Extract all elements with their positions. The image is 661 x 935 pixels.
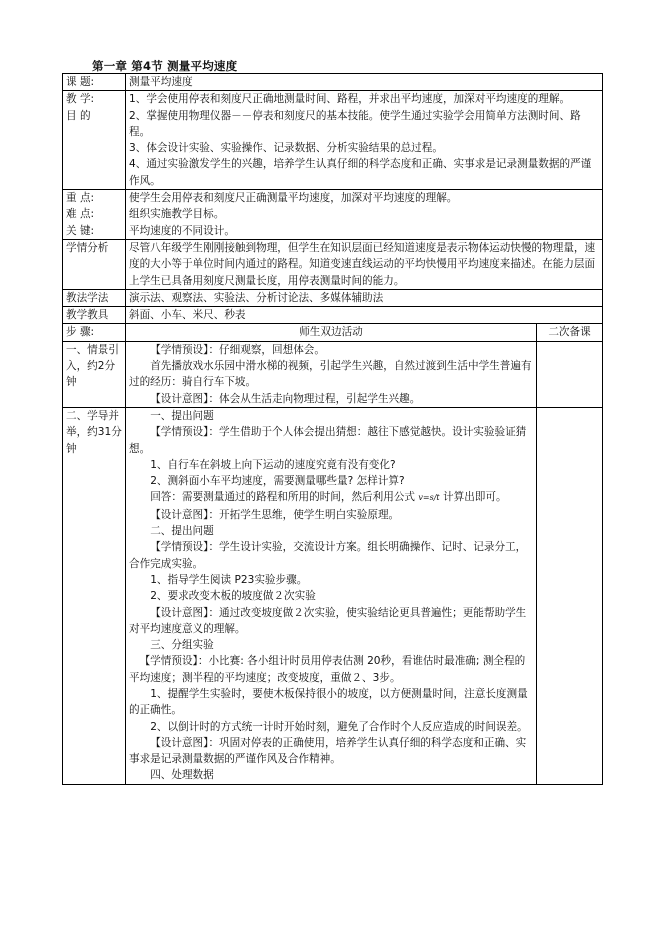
methods-value: 演示法、观察法、实验法、分析讨论法、多媒体辅助法 xyxy=(126,289,603,306)
topic-row xyxy=(63,74,603,91)
second-prep-header: 二次备课 xyxy=(537,324,603,341)
tools-row xyxy=(63,307,603,324)
steps-header-row xyxy=(63,324,603,341)
key-points-row xyxy=(63,190,603,240)
objectives-content xyxy=(126,91,603,190)
analysis-text: 尽管八年级学生刚刚接触到物理，但学生在知识层面已经知道速度是表示物体运动快慢的物理量，速度的大小等于单位时间内通过的路程。知道变速直线运动的平均快慢用平均速度来描述。在能力层面上学生已具备用刻度尺测量长度，用停表测量时间的能力。 xyxy=(126,239,603,289)
section-3-line: 【学情预设】：小比赛: 各小组计时员用停表估测 20秒，看谁估时最准确; 测全程的平均速度；测半程的平均速度；改变坡度，重做２、3步。 xyxy=(129,655,526,684)
chapter-heading: 第一章 第4节 测量平均速度 xyxy=(92,59,238,73)
methods-label: 教法学法 xyxy=(63,289,126,306)
section-1-question-1: 1、自行车在斜坡上向下运动的速度究竟有没有变化? xyxy=(150,458,396,471)
step-1-line: 首先播放戏水乐园中滑水梯的视频，引起学生兴趣，自然过渡到生活中学生普遍有过的经历：骑自行车下坡。 xyxy=(129,360,532,389)
section-1-question-2: 2、测斜面小车平均速度，需要测量哪些量? 怎样计算? xyxy=(150,475,405,488)
step-1-second-prep xyxy=(537,341,603,407)
section-1-line: 【学情预设】：学生借助于个人体会提出猜想：越往下感觉越快。设计实验验证猜想。 xyxy=(129,426,527,455)
key-points-values xyxy=(126,190,603,240)
section-2-item-1: 1、指导学生阅读 P23实验步骤。 xyxy=(150,573,308,586)
topic-label: 课 题: xyxy=(63,74,126,91)
section-2-item-2: 2、要求改变木板的坡度做２次实验 xyxy=(150,590,316,603)
objectives-label-line-1: 教 学: xyxy=(66,93,95,106)
answer-text-a: 回答：需要测量通过的路程和所用的时间，然后利用公式 xyxy=(150,491,416,504)
section-2-intent: 【设计意图】：通过改变坡度做２次实验，使实验结论更具普遍性；更能帮助学生对平均速度意义的理解。 xyxy=(129,606,527,635)
section-3-item-1: 1、提醒学生实验时，要使木板保持很小的坡度，以方便测量时间，注意长度测量的正确性。 xyxy=(129,687,528,717)
step-1-content xyxy=(126,341,537,407)
objective-item: 1、学会使用停表和刻度尺正确地测量时间、路程，并求出平均速度，加深对平均速度的理解。 xyxy=(129,93,571,106)
objective-item: 2、掌握使用物理仪器－－停表和刻度尺的基本技能。使学生通过实验学会用简单方法测时间、路程。 xyxy=(129,109,581,138)
lesson-plan-table xyxy=(62,73,603,785)
section-1-intent: 【设计意图】：开拓学生思维，使学生明白实验原理。 xyxy=(150,508,400,521)
step-1-line: 【学情预设】：仔细观察，回想体会。 xyxy=(150,343,325,356)
step-1-label: 一、情景引入，约2分钟 xyxy=(63,341,126,407)
section-3-item-2: 2、以倒计时的方式统一计时开始时刻，避免了合作时个人反应造成的时间误差。 xyxy=(150,720,528,733)
key-value: 平均速度的不同设计。 xyxy=(129,224,235,237)
step-2-row xyxy=(63,407,603,784)
key-label: 关 键: xyxy=(66,224,95,237)
section-2-line: 【学情预设】：学生设计实验，交流设计方案。组长明确操作、记时、记录分工，合作完成实验。 xyxy=(129,541,527,570)
objective-item: 4、通过实验激发学生的兴趣，培养学生认真仔细的科学态度和正确、实事求是记录测量数据的严谨作风。 xyxy=(129,158,592,187)
section-1-answer xyxy=(129,489,533,506)
objective-item: 3、体会设计实验、实验操作、记录数据、分析实验结果的总过程。 xyxy=(129,142,443,155)
key-point-value: 使学生会用停表和刻度尺正确测量平均速度，加深对平均速度的理解。 xyxy=(129,192,458,205)
section-3-title: 三、分组实验 xyxy=(150,639,214,652)
activity-header: 师生双边活动 xyxy=(126,324,537,341)
step-2-second-prep xyxy=(537,407,603,784)
steps-label: 步 骤: xyxy=(63,324,126,341)
answer-text-b: 计算出即可。 xyxy=(443,491,507,504)
difficulty-label: 难 点: xyxy=(66,208,95,221)
methods-row xyxy=(63,289,603,306)
step-2-label: 二、学导并举，约31分钟 xyxy=(63,407,126,784)
difficulty-value: 组织实施教学目标。 xyxy=(129,208,225,221)
section-4-title: 四、处理数据 xyxy=(150,769,214,782)
objectives-label-line-2: 目 的 xyxy=(66,109,91,122)
analysis-label: 学情分析 xyxy=(63,239,126,289)
section-2-title: 二、提出问题 xyxy=(150,525,214,538)
section-3-intent: 【设计意图】：巩固对停表的正确使用，培养学生认真仔细的科学态度和正确、实事求是记录测量数据的严谨作风及合作精神。 xyxy=(129,736,527,766)
step-2-content xyxy=(126,407,537,784)
key-points-labels xyxy=(63,190,126,240)
analysis-row xyxy=(63,239,603,289)
topic-value: 测量平均速度 xyxy=(126,74,603,91)
section-1-title: 一、提出问题 xyxy=(150,409,214,422)
speed-formula: v=s/t xyxy=(418,493,440,503)
key-point-label: 重 点: xyxy=(66,192,95,205)
tools-label: 教学教具 xyxy=(63,307,126,324)
step-1-row xyxy=(63,341,603,407)
objectives-label xyxy=(63,91,126,190)
step-1-line: 【设计意图】：体会从生活走向物理过程，引起学生兴趣。 xyxy=(150,392,421,405)
tools-value: 斜面、小车、米尺、秒表 xyxy=(126,307,603,324)
objectives-row xyxy=(63,91,603,190)
